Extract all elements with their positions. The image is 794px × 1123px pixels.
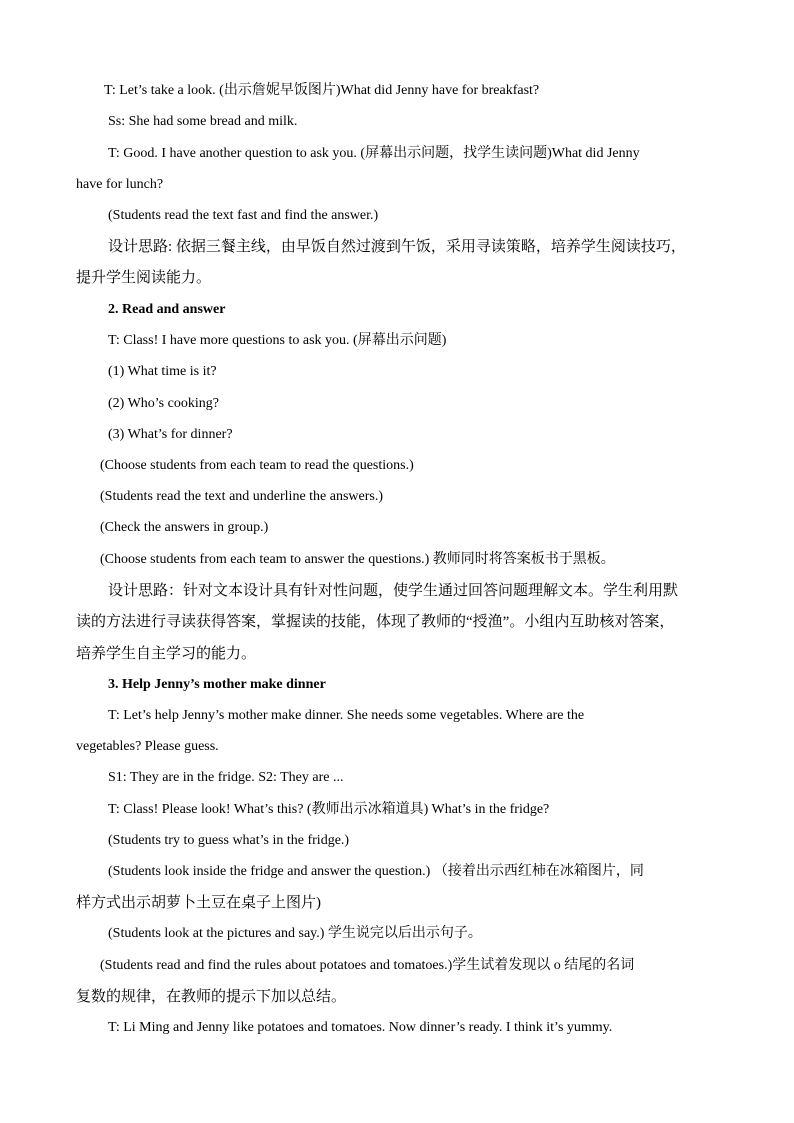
text-line: vegetables? Please guess. [76, 739, 219, 754]
text-line: (Students look at the pictures and say.) 学生说完以后出示句子。 [108, 926, 482, 941]
question-item: (3) What’s for dinner? [108, 427, 233, 442]
text-line: (Students read the text fast and find the answer.) [108, 208, 379, 223]
text-line: 复数的规律，在教师的提示下加以总结。 [76, 989, 347, 1005]
text-line: (Choose students from each team to answer the questions.) 教师同时将答案板书于黑板。 [100, 552, 615, 567]
text-line: T: Let’s take a look. (出示詹妮早饭图片)What did Jenny have for breakfast? [104, 83, 540, 98]
text-line: T: Let’s help Jenny’s mother make dinner. She needs some vegetables. Where are the [108, 708, 585, 723]
question-item: (2) Who’s cooking? [108, 396, 219, 411]
text-line: (Students try to guess what’s in the fridge.) [108, 833, 350, 848]
text-line: S1: They are in the fridge. S2: They are ... [108, 770, 344, 785]
design-note: 读的方法进行寻读获得答案，掌握读的技能，体现了教师的“授渔”。小组内互助核对答案， [76, 614, 675, 630]
question-item: (1) What time is it? [108, 364, 217, 379]
text-line: 样方式出示胡萝卜土豆在桌子上图片) [76, 895, 321, 911]
text-line: (Check the answers in group.) [100, 520, 269, 535]
text-line: T: Class! Please look! What’s this? (教师出示冰箱道具) What’s in the fridge? [108, 802, 550, 817]
design-note: 提升学生阅读能力。 [76, 270, 212, 286]
text-line: T: Good. I have another question to ask you. (屏幕出示问题，找学生读问题)What did Jenny [108, 146, 640, 161]
text-line: (Students look inside the fridge and answer the question.) （接着出示西红柿在冰箱图片，同 [108, 864, 644, 879]
text-line: Ss: She had some bread and milk. [108, 114, 298, 129]
text-line: (Students read the text and underline the answers.) [100, 489, 384, 504]
section-heading: 3. Help Jenny’s mother make dinner [108, 677, 326, 692]
text-line: (Choose students from each team to read the questions.) [100, 458, 414, 473]
design-note: 培养学生自主学习的能力。 [76, 646, 257, 662]
design-note: 设计思路：针对文本设计具有针对性问题，使学生通过回答问题理解文本。学生利用默 [108, 583, 679, 599]
text-line: have for lunch? [76, 177, 164, 192]
section-heading: 2. Read and answer [108, 302, 226, 317]
text-line: (Students read and find the rules about potatoes and tomatoes.)学生试着发现以 o 结尾的名词 [100, 958, 635, 973]
text-line: T: Class! I have more questions to ask you. (屏幕出示问题) [108, 333, 447, 348]
text-line: T: Li Ming and Jenny like potatoes and tomatoes. Now dinner’s ready. I think it’s yummy. [108, 1020, 613, 1035]
design-note: 设计思路: 依据三餐主线，由早饭自然过渡到午饭，采用寻读策略，培养学生阅读技巧， [108, 239, 686, 255]
